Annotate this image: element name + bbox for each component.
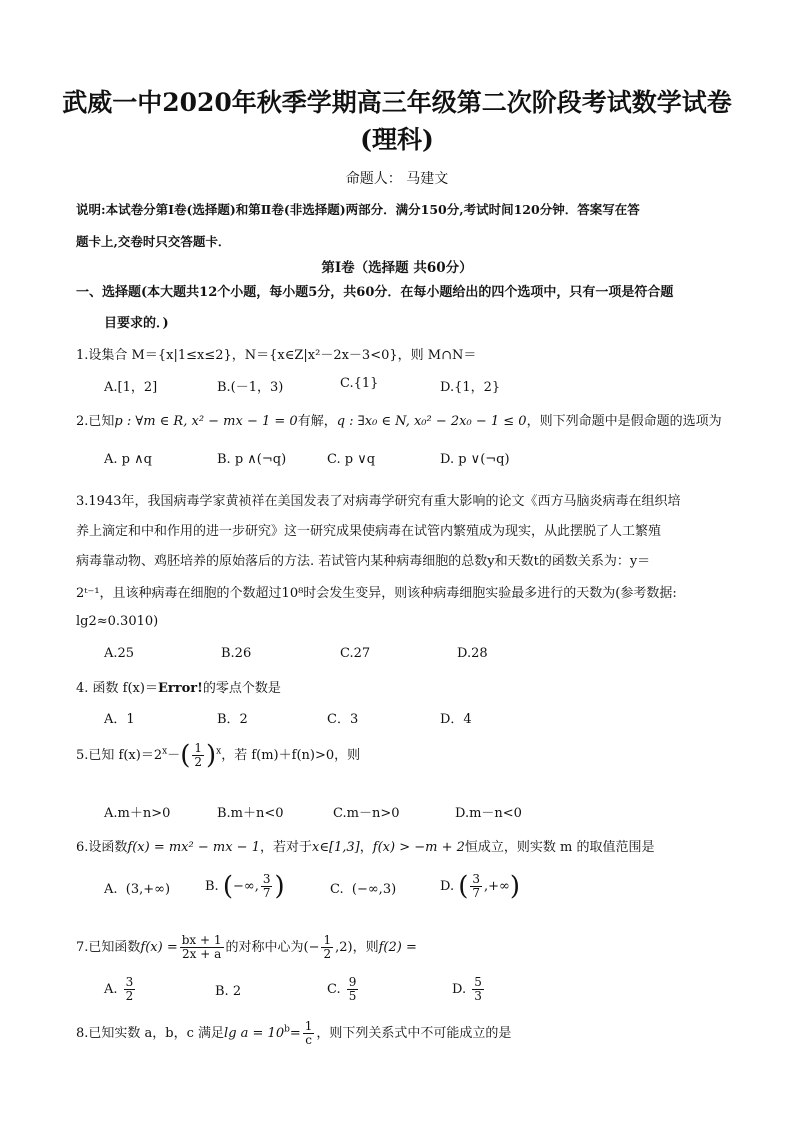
q8-stem-a: 8.已知实数 a，b，c 满足: [76, 1026, 225, 1041]
q6-stem-g: 恒成立，则实数 m 的取值范围是: [464, 840, 655, 855]
q7-stem-c: ,2)，则: [335, 940, 379, 955]
question-4-option-c: C．3: [327, 712, 359, 727]
q4-stem-b: 的零点个数是: [202, 681, 281, 696]
q2-stem-c: 有解，: [297, 414, 337, 429]
q4-stem-a: 4. 函数 f(x)＝: [76, 681, 158, 696]
q5-stem-b: ，若 f(m)＋f(n)>0，则: [221, 748, 361, 763]
exam-title: 武威一中2020年秋季学期高三年级第二次阶段考试数学试卷: [62, 88, 732, 117]
question-3-line-3: 病毒靠动物、鸡胚培养的原始落后的方法. 若试管内某种病毒细胞的总数y和天数t的函数关系为：y＝: [76, 554, 651, 569]
question-3-option-c: C.27: [340, 646, 371, 661]
question-1-stem: 1.设集合 M＝{x|1≤x≤2}，N＝{x∈Z|x²－2x－3<0}，则 M∩N＝: [76, 348, 477, 363]
question-4-option-a: A．1: [104, 712, 135, 727]
question-5-option-c: C.m－n>0: [333, 806, 400, 821]
q6-function: f(x) = mx² − mx − 1: [127, 840, 260, 855]
instructions-line-2: 题卡上,交卷时只交答题卡．: [76, 234, 231, 249]
q6-stem-e: ，: [359, 840, 373, 855]
section-title: 第Ⅰ卷（选择题 共60分）: [321, 260, 473, 276]
question-6-option-c: C. (−∞,3): [330, 882, 397, 897]
q2-stem-e: ，则下列命题中是假命题的选项为: [526, 414, 722, 429]
question-5-option-d: D.m－n<0: [455, 806, 522, 821]
q7-stem-b: 的对称中心为(−: [225, 940, 320, 955]
q7-fraction: $\frac{bx + 1}{2x + a}$: [181, 933, 222, 961]
q6-stem-a: 6.设函数: [76, 840, 128, 855]
question-2-option-a: A. p ∧q: [104, 452, 152, 467]
q2-stem-a: 2.已知: [76, 414, 115, 429]
q5-minus: －: [167, 748, 181, 763]
q7-stem-a: 7.已知函数: [76, 940, 141, 955]
question-1-option-a: A.[1，2]: [104, 380, 158, 395]
question-4-option-d: D．4: [440, 712, 472, 727]
question-1-option-d: D.{1，2}: [440, 380, 501, 395]
question-7-option-b: B. 2: [215, 984, 242, 999]
question-2-option-c: C. p ∨q: [327, 452, 376, 467]
q5-fraction-exponent: x: [216, 746, 222, 757]
question-4-option-b: B．2: [217, 712, 248, 727]
q6-domain: x∈[1,3]: [311, 840, 360, 855]
q6-stem-c: ，若对于: [259, 840, 312, 855]
question-6-stem: [76, 836, 654, 855]
question-6-option-d: D. ( $\frac{3}{7}$ ,+∞): [440, 871, 521, 902]
question-5-option-a: A.m＋n>0: [104, 806, 171, 821]
question-3-line-4: 2ᵗ⁻¹，且该种病毒在细胞的个数超过10⁸时会发生变异，则该种病毒细胞实验最多进行的天数为(参考数据:: [76, 586, 677, 601]
instructions-line-1: 说明:本试卷分第Ⅰ卷(选择题)和第Ⅱ卷(非选择题)两部分．满分150分,考试时间120分钟．答案写在答: [76, 202, 640, 217]
question-3-option-a: A.25: [104, 646, 135, 661]
q7-center-fraction: $\frac{1}{2}$: [323, 933, 332, 961]
question-7-stem: [76, 934, 417, 961]
question-1-option-c: C.{1}: [340, 376, 379, 391]
question-7-option-c: C. $\frac{9}{5}$: [327, 975, 357, 1003]
q5-fraction: $\frac{1}{2}$: [194, 741, 202, 769]
question-8-stem: [76, 1020, 511, 1047]
q2-proposition-q: q : ∃x₀ ∈ N, x₀² − 2x₀ − 1 ≤ 0: [336, 414, 527, 429]
question-1-option-b: B.(－1，3): [217, 380, 284, 395]
question-5-option-b: B.m＋n<0: [217, 806, 284, 821]
question-3-line-2: 养上滴定和中和作用的进一步研究》这一研究成果使病毒在试管内繁殖成为现实，从此摆脱了人工繁殖: [76, 524, 662, 539]
q4-error-text: Error!: [157, 681, 203, 696]
question-6-option-b: B. (−∞, $\frac{3}{7}$ ): [205, 871, 285, 902]
q7-f2: f(2) =: [378, 940, 417, 955]
question-3-option-b: B.26: [221, 646, 252, 661]
question-7-option-a: A. $\frac{3}{2}$: [104, 975, 134, 1003]
q8-stem-c: ，则下列关系式中不可能成立的是: [316, 1026, 512, 1041]
question-6-option-a: A. (3,+∞): [104, 882, 171, 897]
question-7-option-d: D. $\frac{5}{3}$: [452, 975, 482, 1003]
q5-left-paren: (: [180, 740, 191, 771]
question-3-line-5: lg2≈0.3010): [76, 614, 159, 629]
q8-lg: lg a = 10: [224, 1026, 285, 1041]
question-2-stem: [76, 410, 722, 429]
section-instructions-1: 一、选择题(本大题共12个小题，每小题5分，共60分．在每小题给出的四个选项中，只有一项是符合题: [76, 285, 674, 300]
q8-exponent: b: [284, 1024, 290, 1035]
author-line: 命题人： 马建文: [345, 171, 449, 187]
q5-exponent: x: [162, 746, 168, 757]
question-3-option-d: D.28: [457, 646, 488, 661]
q8-eq: =: [289, 1026, 301, 1041]
section-instructions-2: 目要求的．): [104, 316, 169, 331]
q6-inequality: f(x) > −m + 2: [372, 840, 465, 855]
exam-subtitle: (理科): [360, 125, 434, 154]
question-2-option-b: B. p ∧(¬q): [217, 452, 287, 467]
question-4-stem: [76, 677, 281, 696]
question-2-option-d: D. p ∨(¬q): [440, 452, 510, 467]
q2-proposition-p: p : ∀m ∈ R, x² − mx − 1 = 0: [114, 414, 298, 429]
question-3-line-1: 3.1943年，我国病毒学家黄祯祥在美国发表了对病毒学研究有重大影响的论文《西方马脑炎病毒在组织培: [76, 494, 681, 509]
q5-right-paren: ): [205, 740, 217, 771]
q7-fx: f(x) =: [140, 940, 178, 955]
q5-stem-a: 5.已知 f(x)＝2: [76, 748, 163, 763]
question-5-stem: [76, 742, 360, 769]
q8-fraction: $\frac{1}{c}$: [304, 1019, 313, 1047]
